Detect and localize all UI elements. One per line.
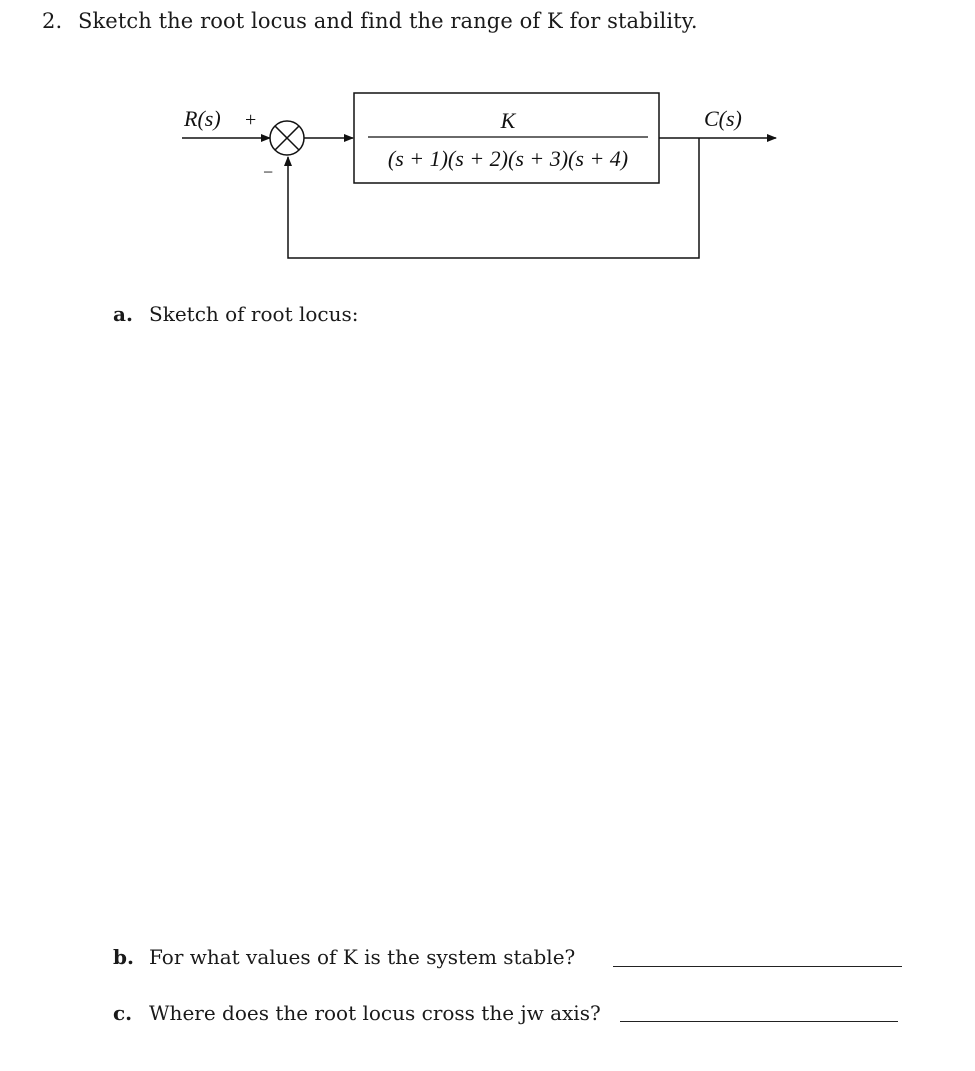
part-c bbox=[113, 1001, 601, 1025]
answer-line-c[interactable] bbox=[620, 1021, 898, 1022]
part-a bbox=[113, 302, 359, 326]
part-b-text: For what values of K is the system stable? bbox=[149, 945, 576, 969]
output-label: C(s) bbox=[704, 106, 742, 131]
part-b bbox=[113, 945, 575, 969]
part-c-text: Where does the root locus cross the jw axis? bbox=[149, 1001, 601, 1025]
input-label: R(s) bbox=[184, 106, 221, 131]
part-a-text: Sketch of root locus: bbox=[149, 302, 359, 326]
answer-line-b[interactable] bbox=[613, 966, 902, 967]
plus-sign: + bbox=[245, 109, 257, 131]
part-c-letter: c. bbox=[113, 1001, 133, 1025]
part-b-letter: b. bbox=[113, 945, 134, 969]
part-a-letter: a. bbox=[113, 302, 133, 326]
question-number: 2. bbox=[42, 9, 63, 33]
question-text: Sketch the root locus and find the range of K for stability. bbox=[78, 9, 698, 33]
block-diagram bbox=[0, 0, 975, 300]
transfer-numerator: K bbox=[500, 108, 516, 133]
transfer-denominator: (s + 1)(s + 2)(s + 3)(s + 4) bbox=[387, 146, 629, 171]
summing-junction bbox=[270, 121, 304, 155]
minus-sign: − bbox=[263, 162, 274, 182]
